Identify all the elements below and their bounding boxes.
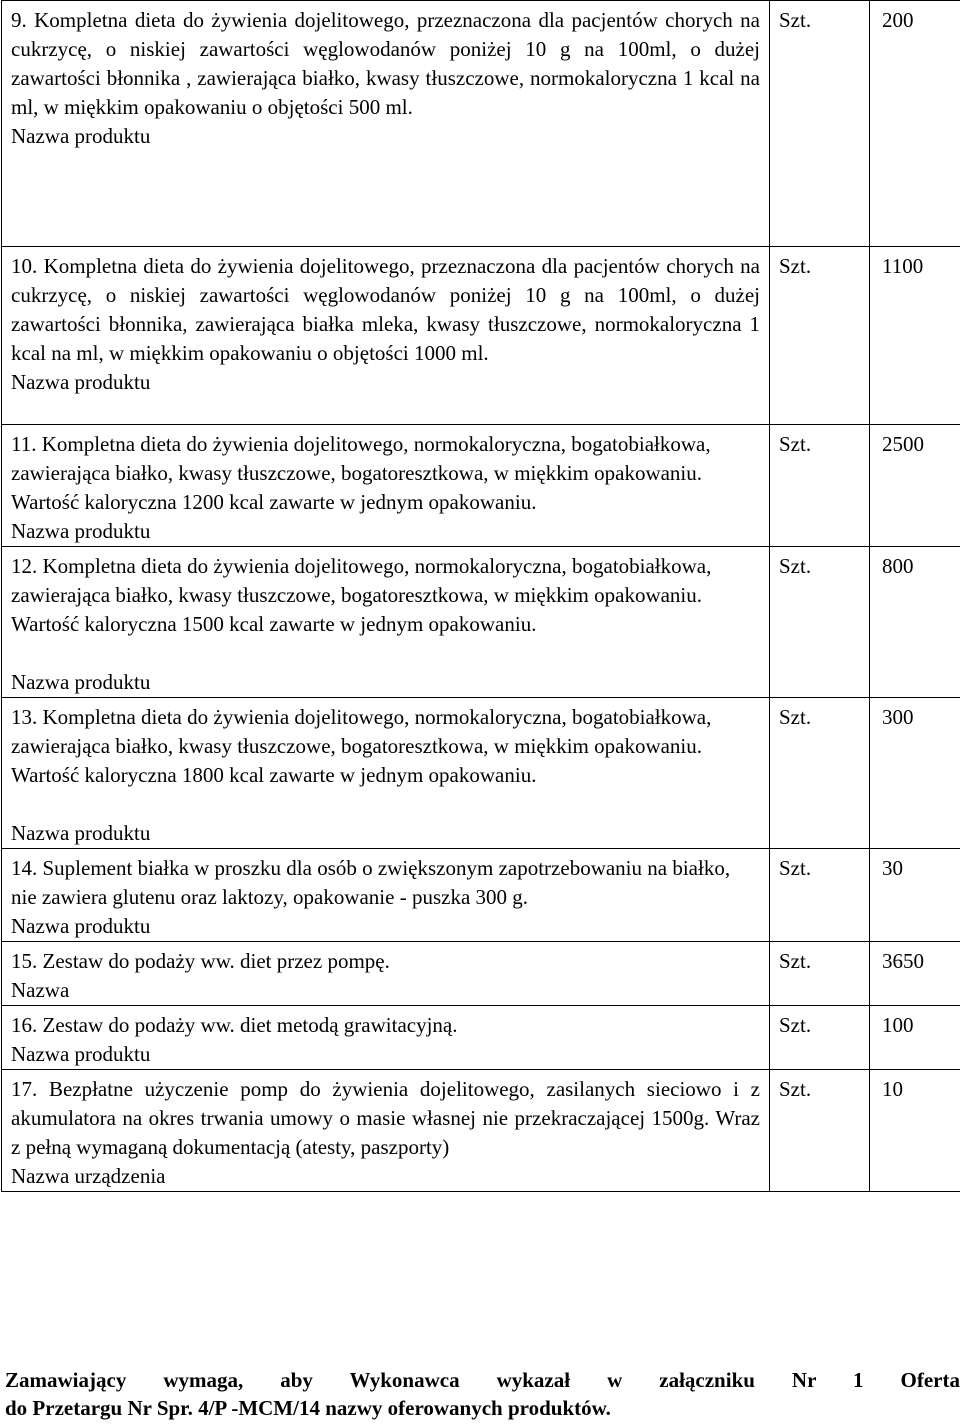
item-description: 9. Kompletna dieta do żywienia dojelitowego, przeznaczona dla pacjentów chorych na cukrzycę, o niskiej zawartości węglowodanów poniżej 10 g na 100ml, o dużej zawartości błonnika , zawierająca białko, kwasy tłuszczowe, normokaloryczna 1 kcal na ml, w miękkim opakowaniu o objętości 500 ml.	[11, 8, 760, 119]
item-description-cell	[2, 1006, 770, 1070]
item-description: 16. Zestaw do podaży ww. diet metodą grawitacyjną.	[11, 1013, 458, 1037]
item-description: 12. Kompletna dieta do żywienia dojelitowego, normokaloryczna, bogatobiałkowa, zawierająca białko, kwasy tłuszczowe, bogatoresztkowa, w miękkim opakowaniu. Wartość kaloryczna 1500 kcal zawarte w jednym opakowaniu.	[11, 554, 712, 636]
quantity-cell: 2500	[870, 425, 960, 547]
quantity-cell: 100	[870, 1006, 960, 1070]
item-description-cell	[2, 1070, 770, 1192]
table-row	[2, 425, 960, 547]
unit-cell: Szt.	[770, 547, 870, 698]
item-description-cell	[2, 425, 770, 547]
products-table	[1, 0, 960, 1192]
item-description-cell	[2, 698, 770, 849]
table-row	[2, 698, 960, 849]
product-name-label: Nazwa produktu	[11, 124, 151, 148]
item-description-cell	[2, 547, 770, 698]
quantity-cell: 10	[870, 1070, 960, 1192]
quantity-cell: 3650	[870, 942, 960, 1006]
item-description-cell	[2, 1, 770, 247]
blank-line	[11, 790, 760, 819]
unit-cell: Szt.	[770, 425, 870, 547]
unit-cell: Szt.	[770, 1006, 870, 1070]
quantity-cell: 800	[870, 547, 960, 698]
item-description: 11. Kompletna dieta do żywienia dojelitowego, normokaloryczna, bogatobiałkowa, zawierająca białko, kwasy tłuszczowe, bogatoresztkowa, w miękkim opakowaniu. Wartość kaloryczna 1200 kcal zawarte w jednym opakowaniu.	[11, 432, 711, 514]
product-name-label: Nazwa produktu	[11, 1042, 151, 1066]
item-description: 10. Kompletna dieta do żywienia dojelitowego, przeznaczona dla pacjentów chorych na cukrzycę, o niskiej zawartości węglowodanów poniżej 10 g na 100ml, o dużej zawartości błonnika, zawierająca białka mleka, kwasy tłuszczowe, normokaloryczna 1 kcal na ml, w miękkim opakowaniu o objętości 1000 ml.	[11, 254, 760, 365]
table-row	[2, 247, 960, 425]
product-name-label: Nazwa produktu	[11, 670, 151, 694]
item-description: 13. Kompletna dieta do żywienia dojelitowego, normokaloryczna, bogatobiałkowa, zawierająca białko, kwasy tłuszczowe, bogatoresztkowa, w miękkim opakowaniu. Wartość kaloryczna 1800 kcal zawarte w jednym opakowaniu.	[11, 705, 712, 787]
unit-cell: Szt.	[770, 1, 870, 247]
unit-cell: Szt.	[770, 849, 870, 942]
unit-cell: Szt.	[770, 247, 870, 425]
footer-line-1: Zamawiający wymaga, aby Wykonawca wykazał w załączniku Nr 1 Oferta	[5, 1368, 960, 1392]
blank-line	[11, 639, 760, 668]
table-row	[2, 547, 960, 698]
quantity-cell: 200	[870, 1, 960, 247]
product-name-label: Nazwa produktu	[11, 821, 151, 845]
product-name-label: Nazwa produktu	[11, 519, 151, 543]
quantity-cell: 300	[870, 698, 960, 849]
item-description: 15. Zestaw do podaży ww. diet przez pompę.	[11, 949, 390, 973]
item-description-cell	[2, 942, 770, 1006]
footer-requirement-note	[5, 1366, 960, 1422]
table-row	[2, 1006, 960, 1070]
item-description-cell	[2, 849, 770, 942]
footer-line-2: do Przetargu Nr Spr. 4/P -MCM/14 nazwy oferowanych produktów.	[5, 1396, 611, 1420]
table-row	[2, 1070, 960, 1192]
table-row	[2, 942, 960, 1006]
table-row	[2, 1, 960, 247]
unit-cell: Szt.	[770, 1070, 870, 1192]
unit-cell: Szt.	[770, 942, 870, 1006]
item-description-cell	[2, 247, 770, 425]
quantity-cell: 1100	[870, 247, 960, 425]
item-description: 17. Bezpłatne użyczenie pomp do żywienia dojelitowego, zasilanych sieciowo i z akumulatora na okres trwania umowy o masie własnej nie przekraczającej 1500g. Wraz z pełną wymaganą dokumentacją (atesty, paszporty)	[11, 1077, 760, 1159]
unit-cell: Szt.	[770, 698, 870, 849]
product-name-label: Nazwa produktu	[11, 914, 151, 938]
product-name-label: Nazwa produktu	[11, 370, 151, 394]
item-description: 14. Suplement białka w proszku dla osób o zwiększonym zapotrzebowaniu na białko, nie zawiera glutenu oraz laktozy, opakowanie - puszka 300 g.	[11, 856, 731, 909]
quantity-cell: 30	[870, 849, 960, 942]
product-name-label: Nazwa	[11, 978, 70, 1002]
table-row	[2, 849, 960, 942]
device-name-label: Nazwa urządzenia	[11, 1164, 166, 1188]
